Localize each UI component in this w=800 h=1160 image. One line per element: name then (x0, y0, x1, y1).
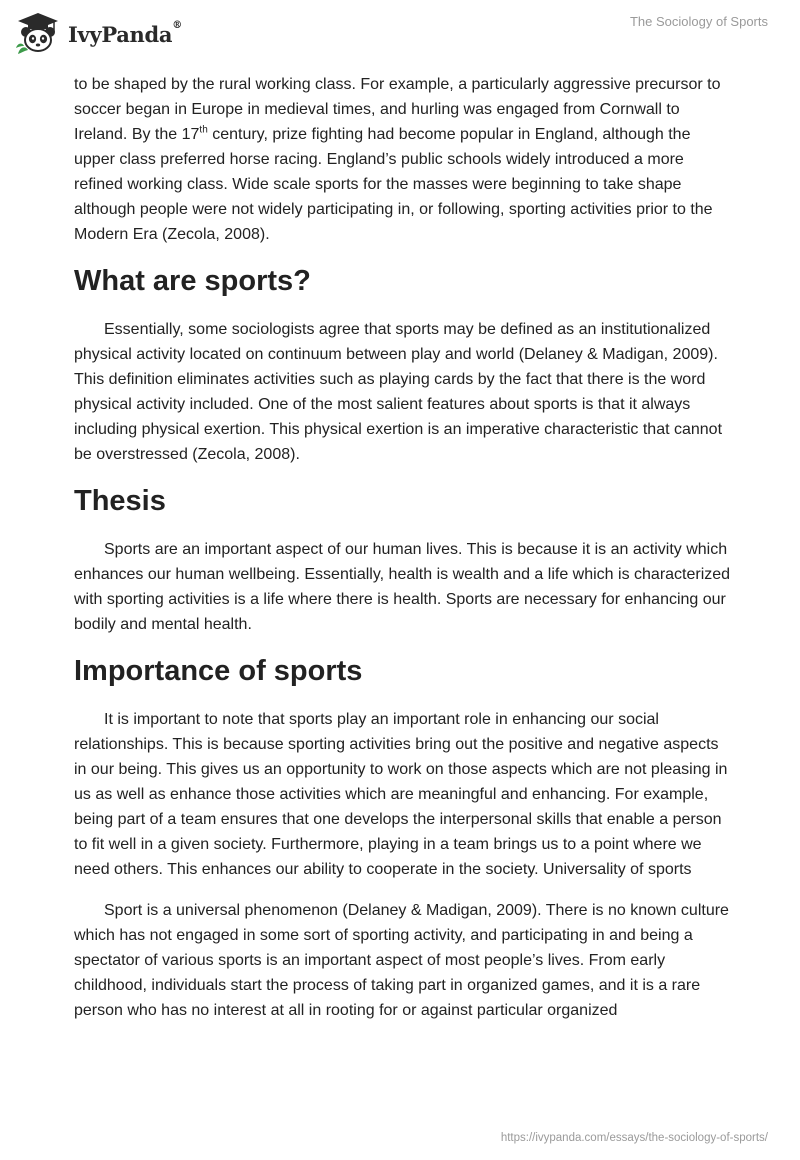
heading-thesis: Thesis (74, 485, 166, 517)
paragraph-what-are-sports: Essentially, some sociologists agree that sports may be defined as an institutionalized physical activity located on continuum between play and world (Delaney & Madigan, 2009). This definition eliminates activities such as playing cards by the fact that there is the word physical activity included. One of the most salient features about sports is that it always including physical exertion. This physical exertion is an imperative characteristic that cannot be overstressed (Zecola, 2008). (74, 321, 723, 463)
registered-mark: ® (172, 19, 182, 31)
panda-graduate-icon (14, 10, 62, 58)
page-header (0, 0, 800, 70)
source-url[interactable]: https://ivypanda.com/essays/the-sociology-of-sports/ (500, 1132, 768, 1144)
heading-importance-of-sports: Importance of sports (74, 655, 363, 687)
paragraph-importance: It is important to note that sports play an important role in enhancing our social relationships. This is because sporting activities bring out the positive and negative aspects in our being. This gives us an opportunity to work on those aspects which are not pleasing in us as well as enhance those activities which are meaningful and enhancing. For example, being part of a team ensures that one develops the interpersonal skills that enable a person to fit well in a given society. Furthermore, playing in a team brings us to a point where we need others. This enhances our ability to cooperate in the society. Universality of sports (74, 711, 728, 878)
ivypanda-logo[interactable] (14, 8, 182, 60)
paragraph-intro-continued: to be shaped by the rural working class. For example, a particularly aggressive precursor to soccer began in Europe in medieval times, and hurling was engaged from Cornwall to Ireland. By the 17th century, prize fighting had become popular in England, although the upper class preferred horse racing. England’s public schools widely introduced a more refined working class. Wide scale sports for the masses were beginning to take shape although people were not widely participating in, or following, sporting activities prior to the Modern Era (Zecola, 2008). (74, 76, 721, 243)
heading-what-are-sports: What are sports? (74, 265, 311, 297)
essay-body (74, 72, 734, 1039)
paragraph-thesis: Sports are an important aspect of our human lives. This is because it is an activity which enhances our human wellbeing. Essentially, health is wealth and a life which is characterized with sporting activities is a life where there is health. Sports are necessary for enhancing our bodily and mental health. (74, 541, 731, 633)
document-title: The Sociology of Sports (629, 14, 768, 29)
paragraph-universality: Sport is a universal phenomenon (Delaney & Madigan, 2009). There is no known culture which has not engaged in some sort of sporting activity, and participating in and being a spectator of various sports is an important aspect of most people’s lives. From early childhood, individuals start the process of taking part in organized games, and it is a rare person who has no interest at all in rooting for or against particular organized (74, 902, 729, 1019)
logo-wordmark: IvyPanda® (68, 19, 182, 47)
